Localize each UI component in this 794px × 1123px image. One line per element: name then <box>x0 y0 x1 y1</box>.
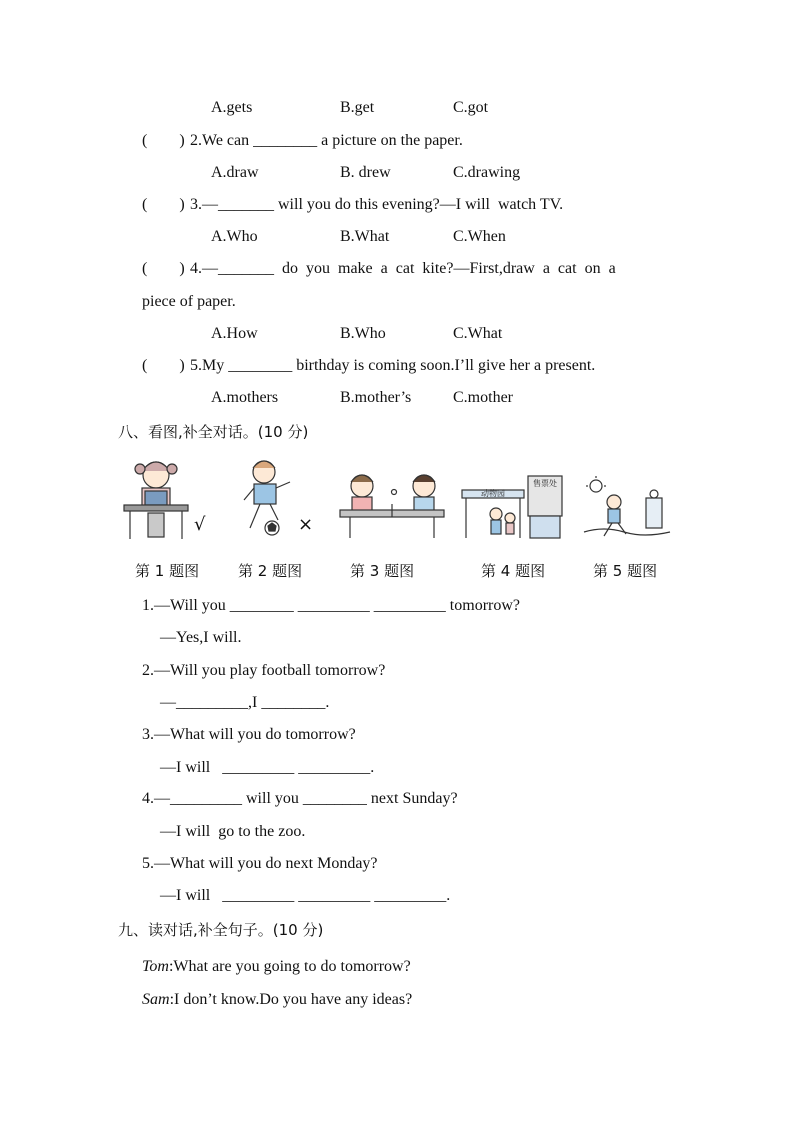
s8-line-3-answer: —I will _________ _________. <box>160 759 375 776</box>
q2-option-a: A.draw <box>211 164 259 181</box>
section-8-title: 八、看图,补全对话。(10 分) <box>118 423 309 441</box>
s9-dialogue-2 <box>142 990 412 1010</box>
q3-option-b: B.What <box>340 228 390 245</box>
s9-speaker-sam: Sam <box>142 991 170 1008</box>
picture-3-ping-pong-illustration <box>336 470 448 540</box>
q5-option-b: B.mother’s <box>340 389 412 406</box>
s8-line-4: 4.—_________ will you ________ next Sunday? <box>142 790 458 807</box>
picture-4-zoo-illustration <box>460 472 566 542</box>
picture-5-jogging-illustration <box>582 476 672 540</box>
q3-answer-paren: ( ) <box>142 196 185 213</box>
q1-option-a: A.gets <box>211 99 253 116</box>
picture-2-boy-football-illustration <box>238 456 296 540</box>
s8-line-4-answer: —I will go to the zoo. <box>160 823 306 840</box>
q5-answer-paren: ( ) <box>142 357 185 374</box>
s8-line-5: 5.—What will you do next Monday? <box>142 855 378 872</box>
q3-option-c: C.When <box>453 228 506 245</box>
s9-dialogue-1-text: :What are you going to do tomorrow? <box>168 958 411 975</box>
s9-dialogue-1 <box>142 957 411 977</box>
s8-line-2: 2.—Will you play football tomorrow? <box>142 662 386 679</box>
picture-1-check-icon: √ <box>194 514 206 535</box>
picture-2-cross-icon: × <box>298 514 314 535</box>
q4-option-a: A.How <box>211 325 258 342</box>
picture-1-girl-reading-illustration <box>120 455 192 543</box>
q4-stem-continued: piece of paper. <box>142 293 236 310</box>
q4-option-c: C.What <box>453 325 503 342</box>
s8-line-5-answer: —I will _________ _________ _________. <box>160 887 451 904</box>
picture-4-zoo-sign: 动物园 <box>481 489 505 498</box>
q2-answer-paren: ( ) <box>142 132 185 149</box>
s8-line-1-answer: —Yes,I will. <box>160 629 242 646</box>
s8-line-3: 3.—What will you do tomorrow? <box>142 726 356 743</box>
caption-picture-2: 第 2 题图 <box>238 562 303 580</box>
picture-4-ticket-sign: 售票处 <box>533 479 557 488</box>
q5-option-c: C.mother <box>453 389 513 406</box>
q3-option-a: A.Who <box>211 228 258 245</box>
q5-stem: 5.My ________ birthday is coming soon.I’ll give her a present. <box>190 357 596 374</box>
q2-option-b: B. drew <box>340 164 391 181</box>
q1-option-c: C.got <box>453 99 489 116</box>
q5-option-a: A.mothers <box>211 389 279 406</box>
s8-line-1: 1.—Will you ________ _________ _________ tomorrow? <box>142 597 520 614</box>
q2-stem: 2.We can ________ a picture on the paper. <box>190 132 463 149</box>
caption-picture-4: 第 4 题图 <box>481 562 546 580</box>
caption-picture-1: 第 1 题图 <box>135 562 200 580</box>
caption-picture-3: 第 3 题图 <box>350 562 415 580</box>
q4-option-b: B.Who <box>340 325 386 342</box>
s8-line-2-answer: —_________,I ________. <box>160 694 330 711</box>
s9-speaker-tom: Tom <box>142 958 169 975</box>
section-9-title: 九、读对话,补全句子。(10 分) <box>118 921 324 939</box>
q2-option-c: C.drawing <box>453 164 521 181</box>
q4-answer-paren: ( ) <box>142 260 185 277</box>
s9-dialogue-2-text: :I don’t know.Do you have any ideas? <box>169 991 413 1008</box>
q1-option-b: B.get <box>340 99 375 116</box>
q4-stem: 4.—_______ do you make a cat kite?—First,draw a cat on a <box>190 260 616 277</box>
caption-picture-5: 第 5 题图 <box>593 562 658 580</box>
q3-stem: 3.—_______ will you do this evening?—I will watch TV. <box>190 196 564 213</box>
